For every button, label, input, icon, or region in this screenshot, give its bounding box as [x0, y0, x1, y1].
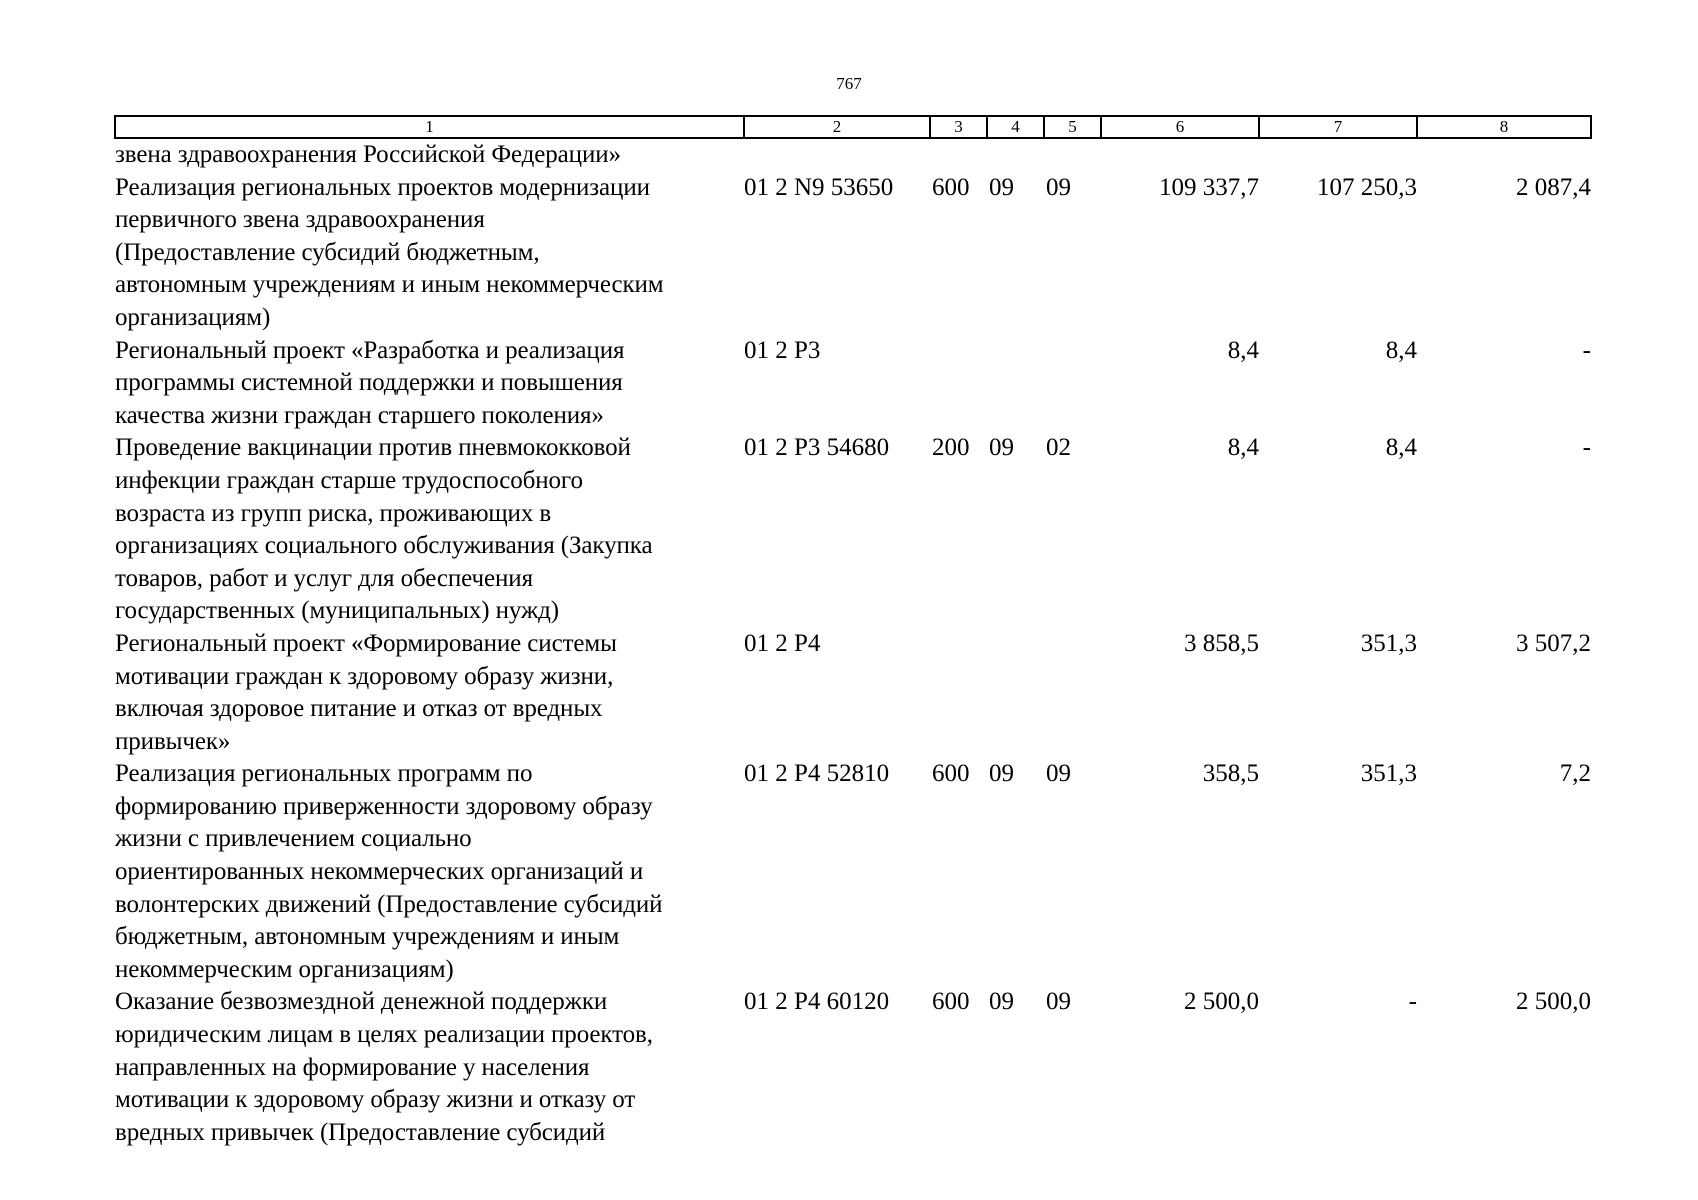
- item-name-line: включая здоровое питание и отказ от вредных: [115, 695, 603, 723]
- header-cell: 1: [115, 116, 744, 138]
- amount-federal-cell: 8,4: [1385, 434, 1417, 462]
- item-name-line: привычек»: [115, 727, 231, 755]
- page-number: 767: [836, 74, 862, 93]
- item-name-line: звена здравоохранения Российской Федерации»: [115, 141, 621, 168]
- target-article-cell: 01 2 P4: [744, 629, 821, 657]
- subsection-cell: 09: [1046, 988, 1071, 1016]
- subsection-cell: 09: [1046, 173, 1071, 201]
- item-name-line: формированию приверженности здоровому образу: [115, 792, 653, 820]
- item-name-line: Реализация региональных проектов модернизации: [115, 173, 650, 201]
- header-cell: 6: [1101, 116, 1259, 138]
- item-name-line: государственных (муниципальных) нужд): [115, 597, 559, 625]
- table-row: [115, 432, 1591, 628]
- expense-type-cell: 600: [932, 988, 970, 1016]
- item-name-cell: [115, 172, 744, 335]
- subsection-cell: 02: [1046, 434, 1071, 462]
- table-body: [115, 138, 1591, 1149]
- section-cell: 09: [989, 434, 1014, 462]
- expense-type-cell: 200: [932, 434, 970, 462]
- item-name-line: жизни с привлечением социально: [115, 825, 472, 853]
- item-name-cell: [115, 628, 744, 758]
- amount-federal-cell: 107 250,3: [1317, 173, 1417, 201]
- target-article-cell: 01 2 N9 53650: [744, 173, 894, 201]
- amount-regional-cell: 3 507,2: [1516, 629, 1591, 657]
- amount-total-cell: 8,4: [1227, 434, 1259, 462]
- item-name-line: вредных привычек (Предоставление субсидий: [115, 1118, 606, 1146]
- table-row: [115, 335, 1591, 433]
- item-name-line: мотивации к здоровому образу жизни и отказу от: [115, 1086, 636, 1114]
- target-article-cell: 01 2 P3 54680: [744, 434, 890, 462]
- amount-total-cell: 8,4: [1227, 336, 1259, 364]
- header-cell: 7: [1259, 116, 1417, 138]
- amount-regional-cell: [1417, 138, 1591, 172]
- section-cell: 09: [989, 173, 1014, 201]
- item-name-line: волонтерских движений (Предоставление субсидий: [115, 890, 663, 918]
- item-name-line: Региональный проект «Формирование системы: [115, 629, 617, 657]
- item-name-cell: [115, 986, 744, 1149]
- section-cell: [987, 138, 1044, 172]
- amount-regional-cell: 2 500,0: [1516, 988, 1591, 1016]
- item-name-line: возраста из групп риска, проживающих в: [115, 499, 552, 527]
- target-article-cell: 01 2 P4 60120: [744, 988, 890, 1016]
- item-name-line: бюджетным, автономным учреждениям и иным: [115, 923, 620, 951]
- header-cell: 4: [987, 116, 1044, 138]
- expense-type-cell: [930, 628, 987, 758]
- subsection-cell: [1044, 628, 1101, 758]
- section-cell: [987, 335, 1044, 433]
- amount-regional-cell: 2 087,4: [1516, 173, 1591, 201]
- amount-federal-cell: 8,4: [1385, 336, 1417, 364]
- table-row: [115, 986, 1591, 1149]
- item-name-line: товаров, работ и услуг для обеспечения: [115, 564, 533, 592]
- budget-table: [114, 115, 1592, 1149]
- table-row: [115, 758, 1591, 986]
- subsection-cell: 09: [1046, 760, 1071, 788]
- expense-type-cell: 600: [932, 173, 970, 201]
- amount-regional-cell: 7,2: [1559, 760, 1591, 788]
- item-name-line: Проведение вакцинации против пневмококковой: [115, 434, 631, 462]
- header-cell: 5: [1044, 116, 1101, 138]
- amount-total-cell: [1101, 138, 1259, 172]
- subsection-cell: [1044, 138, 1101, 172]
- item-name-cell: [115, 758, 744, 986]
- amount-total-cell: 109 337,7: [1159, 173, 1259, 201]
- expense-type-cell: 600: [932, 760, 970, 788]
- item-name-line: качества жизни граждан старшего поколения»: [115, 401, 604, 429]
- table-header-row: [115, 116, 1591, 138]
- item-name-cell: [115, 138, 744, 172]
- item-name-cell: [115, 432, 744, 628]
- item-name-line: Оказание безвозмездной денежной поддержки: [115, 988, 608, 1016]
- item-name-line: инфекции граждан старше трудоспособного: [115, 466, 583, 494]
- amount-total-cell: 358,5: [1202, 760, 1259, 788]
- expense-type-cell: [930, 138, 987, 172]
- amount-total-cell: 2 500,0: [1184, 988, 1259, 1016]
- item-name-line: первичного звена здравоохранения: [115, 206, 485, 234]
- section-cell: 09: [989, 760, 1014, 788]
- item-name-cell: [115, 335, 744, 433]
- amount-federal-cell: -: [1408, 988, 1417, 1016]
- item-name-line: организациям): [115, 303, 271, 331]
- item-name-line: (Предоставление субсидий бюджетным,: [115, 238, 540, 266]
- section-cell: 09: [989, 988, 1014, 1016]
- amount-federal-cell: 351,3: [1360, 760, 1417, 788]
- item-name-line: Реализация региональных программ по: [115, 760, 533, 788]
- target-article-cell: [744, 138, 930, 172]
- item-name-line: Региональный проект «Разработка и реализация: [115, 336, 625, 364]
- item-name-line: организациях социального обслуживания (Закупка: [115, 532, 653, 560]
- item-name-line: ориентированных некоммерческих организаций и: [115, 858, 644, 886]
- item-name-line: некоммерческим организациям): [115, 955, 454, 983]
- target-article-cell: 01 2 P4 52810: [744, 760, 890, 788]
- item-name-line: автономным учреждениям и иным некоммерческим: [115, 271, 664, 299]
- amount-total-cell: 3 858,5: [1184, 629, 1259, 657]
- item-name-line: направленных на формирование у населения: [115, 1053, 590, 1081]
- amount-regional-cell: -: [1582, 434, 1591, 462]
- subsection-cell: [1044, 335, 1101, 433]
- header-cell: 8: [1417, 116, 1591, 138]
- table-row: [115, 628, 1591, 758]
- section-cell: [987, 628, 1044, 758]
- amount-regional-cell: -: [1582, 336, 1591, 364]
- item-name-line: программы системной поддержки и повышения: [115, 369, 623, 397]
- amount-federal-cell: [1259, 138, 1417, 172]
- item-name-line: мотивации граждан к здоровому образу жизни,: [115, 662, 614, 690]
- item-name-line: юридическим лицам в целях реализации проектов,: [115, 1021, 653, 1049]
- table-row: [115, 138, 1591, 172]
- amount-federal-cell: 351,3: [1360, 629, 1417, 657]
- header-cell: 2: [744, 116, 930, 138]
- expense-type-cell: [930, 335, 987, 433]
- target-article-cell: 01 2 P3: [744, 336, 821, 364]
- header-cell: 3: [930, 116, 987, 138]
- table-row: [115, 172, 1591, 335]
